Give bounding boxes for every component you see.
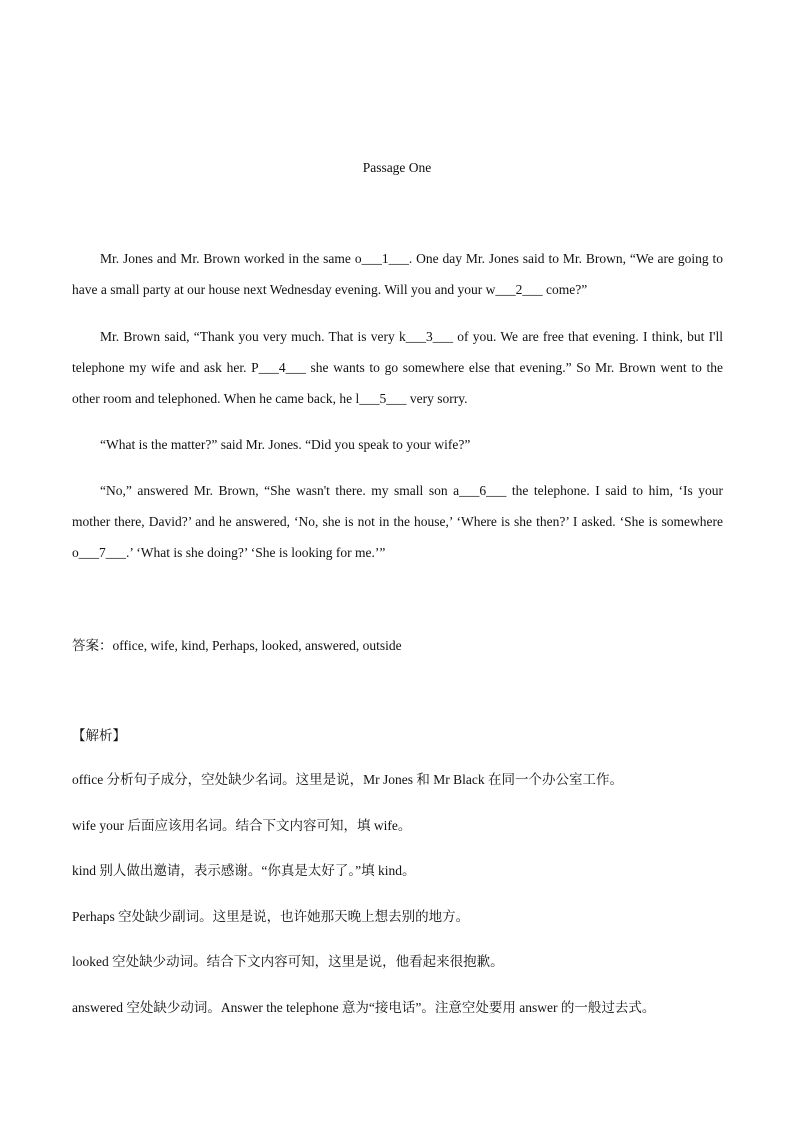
answer-line: 答案：office, wife, kind, Perhaps, looked, answered, outside: [72, 638, 402, 653]
analysis-item: looked 空处缺少动词。结合下文内容可知，这里是说，他看起来很抱歉。: [72, 954, 504, 969]
analysis-item: kind 别人做出邀请，表示感谢。“你真是太好了。”填 kind。: [72, 863, 416, 878]
analysis-item: Perhaps 空处缺少副词。这里是说，也许她那天晚上想去别的地方。: [72, 909, 470, 924]
passage-title: Passage One: [362, 160, 432, 175]
analysis-item: wife your 后面应该用名词。结合下文内容可知，填 wife。: [72, 818, 412, 833]
passage-paragraph: “What is the matter?” said Mr. Jones. “Did you speak to your wife?”: [100, 437, 471, 452]
passage-paragraph: Mr. Jones and Mr. Brown worked in the same o___1___. One day Mr. Jones said to Mr. Brown, “We are going to have a small party at our house next Wednesday evening. Will you and your w___2___ come?”: [72, 251, 723, 297]
analysis-item: answered 空处缺少动词。Answer the telephone 意为“接电话”。注意空处要用 answer 的一般过去式。: [72, 1000, 656, 1015]
analysis-heading: 【解析】: [72, 728, 126, 743]
passage-paragraph: “No,” answered Mr. Brown, “She wasn't there. my small son a___6___ the telephone. I said to him, ‘Is your mother there, David?’ and he answered, ‘No, she is not in the house,’ ‘Where is she then?’ I asked. ‘She is somewhere o___7___.’ ‘What is she doing?’ ‘She is looking for me.’”: [72, 483, 723, 560]
analysis-item: office 分析句子成分，空处缺少名词。这里是说，Mr Jones 和 Mr Black 在同一个办公室工作。: [72, 772, 623, 787]
passage-paragraph: Mr. Brown said, “Thank you very much. That is very k___3___ of you. We are free that evening. I think, but I'll telephone my wife and ask her. P___4___ she wants to go somewhere else that evening.” So Mr. Brown went to the other room and telephoned. When he came back, he l___5___ very sorry.: [72, 329, 723, 406]
